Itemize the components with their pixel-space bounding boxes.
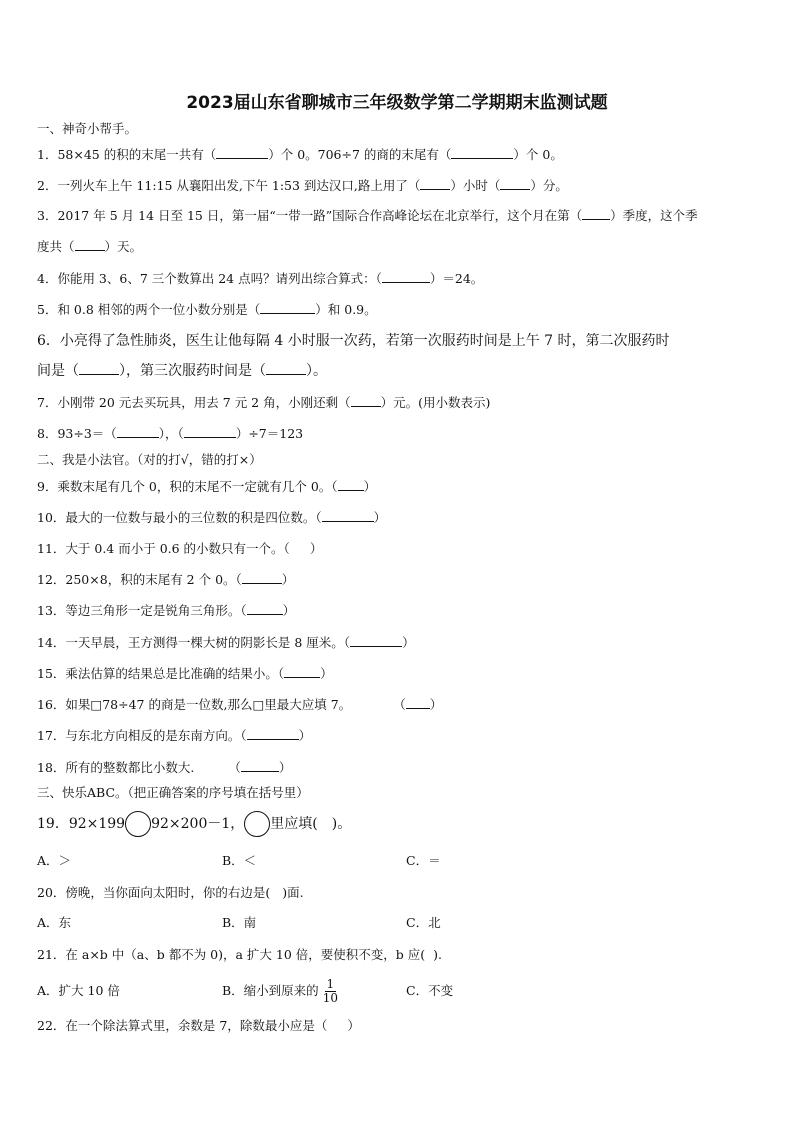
option-b[interactable]: B．＜ [222, 853, 257, 868]
answer-blank[interactable] [184, 425, 236, 438]
question-1: 1．58×45 的积的末尾一共有（ ）个 0。706÷7 的商的末尾有（ ）个 0。 [37, 147, 563, 162]
option-b[interactable]: B．缩小到原来的 $\frac{1}{10}$ [222, 977, 338, 1005]
question-10: 10．最大的一位数与最小的三位数的积是四位数。（ ） [37, 510, 387, 525]
question-12: 12．250×8，积的末尾有 2 个 0。（ ） [37, 572, 295, 587]
option-b[interactable]: B．南 [222, 915, 257, 930]
question-13: 13．等边三角形一定是锐角三角形。（ ） [37, 603, 296, 618]
question-15: 15．乘法估算的结果总是比准确的结果小。（ ） [37, 666, 333, 681]
answer-blank[interactable] [350, 634, 402, 647]
question-17: 17．与东北方向相反的是东南方向。（ ） [37, 728, 312, 743]
question-4: 4．你能用 3、6、7 三个数算出 24 点吗？请列出综合算式：（ ）＝24。 [37, 271, 484, 286]
option-c[interactable]: C．不变 [406, 983, 454, 998]
answer-blank[interactable] [260, 301, 315, 314]
question-18: 18．所有的整数都比小数大. （ ） [37, 760, 292, 775]
question-6-line-2: 间是（ ），第三次服药时间是（ ）。 [37, 363, 327, 379]
question-20: 20．傍晚，当你面向太阳时，你的右边是( )面. [37, 885, 304, 900]
question-3-line-1: 3．2017 年 5 月 14 日至 15 日，第一届“一带一路”国际合作高峰论坛在北京举行，这个月在第（ ）季度，这个季 [37, 208, 698, 223]
question-6-line-1: 6．小亮得了急性肺炎，医生让他每隔 4 小时服一次药，若第一次服药时间是上午 7 时，第二次服药时 [37, 333, 670, 349]
option-a[interactable]: A．＞ [37, 853, 72, 868]
answer-blank[interactable] [247, 727, 299, 740]
question-14: 14．一天早晨，王方测得一棵大树的阴影长是 8 厘米。（ ） [37, 635, 415, 650]
answer-blank[interactable] [242, 571, 282, 584]
answer-blank[interactable] [75, 238, 105, 251]
answer-blank[interactable] [351, 394, 381, 407]
page-title: 2023届山东省聊城市三年级数学第二学期期末监测试题 [186, 93, 608, 113]
comparison-circle[interactable] [244, 811, 270, 837]
section-heading-3: 三、快乐ABC。（把正确答案的序号填在括号里） [37, 785, 309, 800]
section-heading-1: 一、神奇小帮手。 [37, 121, 138, 136]
option-c[interactable]: C．北 [406, 915, 441, 930]
answer-blank[interactable] [284, 665, 320, 678]
question-16: 16．如果□78÷47 的商是一位数,那么□里最大应填 7。 （ ） [37, 697, 443, 712]
answer-blank[interactable] [451, 146, 513, 159]
comparison-circle[interactable] [125, 811, 151, 837]
answer-blank[interactable] [117, 425, 159, 438]
answer-blank[interactable] [582, 207, 610, 220]
fraction-one-tenth: $\frac{1}{10}$ [322, 977, 338, 1005]
option-a[interactable]: A．扩大 10 倍 [37, 983, 120, 998]
answer-blank[interactable] [216, 146, 268, 159]
question-8: 8．93÷3＝（ ），（ ）÷7＝123 [37, 426, 304, 441]
question-11: 11．大于 0.4 而小于 0.6 的小数只有一个。（ ） [37, 541, 323, 556]
answer-blank[interactable] [79, 362, 119, 375]
question-5: 5．和 0.8 相邻的两个一位小数分别是（ ）和 0.9。 [37, 302, 377, 317]
answer-blank[interactable] [266, 362, 306, 375]
question-19: 19．92×199 92×200－1， 里应填( )。 [37, 815, 754, 833]
question-9: 9．乘数末尾有几个 0，积的末尾不一定就有几个 0。（ ） [37, 479, 377, 494]
question-3-line-2: 度共（ ）天。 [37, 239, 143, 254]
answer-blank[interactable] [247, 602, 283, 615]
option-c[interactable]: C．＝ [406, 853, 441, 868]
answer-blank[interactable] [338, 478, 364, 491]
question-22: 22．在一个除法算式里，余数是 7，除数最小应是（ ） [37, 1018, 360, 1033]
question-21: 21．在 a×b 中（a、b 都不为 0)，a 扩大 10 倍，要使积不变，b 应( ). [37, 947, 443, 962]
question-7: 7．小刚带 20 元去买玩具，用去 7 元 2 角，小刚还剩（ ）元。(用小数表示) [37, 395, 491, 410]
question-2: 2．一列火车上午 11:15 从襄阳出发,下午 1:53 到达汉口,路上用了（ ）小时（ ）分。 [37, 178, 568, 193]
answer-blank[interactable] [406, 696, 430, 709]
section-heading-2: 二、我是小法官。（对的打√，错的打×） [37, 452, 262, 467]
answer-blank[interactable] [500, 177, 530, 190]
answer-blank[interactable] [382, 270, 430, 283]
answer-blank[interactable] [420, 177, 450, 190]
option-a[interactable]: A．东 [37, 915, 72, 930]
answer-blank[interactable] [241, 759, 279, 772]
answer-blank[interactable] [322, 509, 374, 522]
